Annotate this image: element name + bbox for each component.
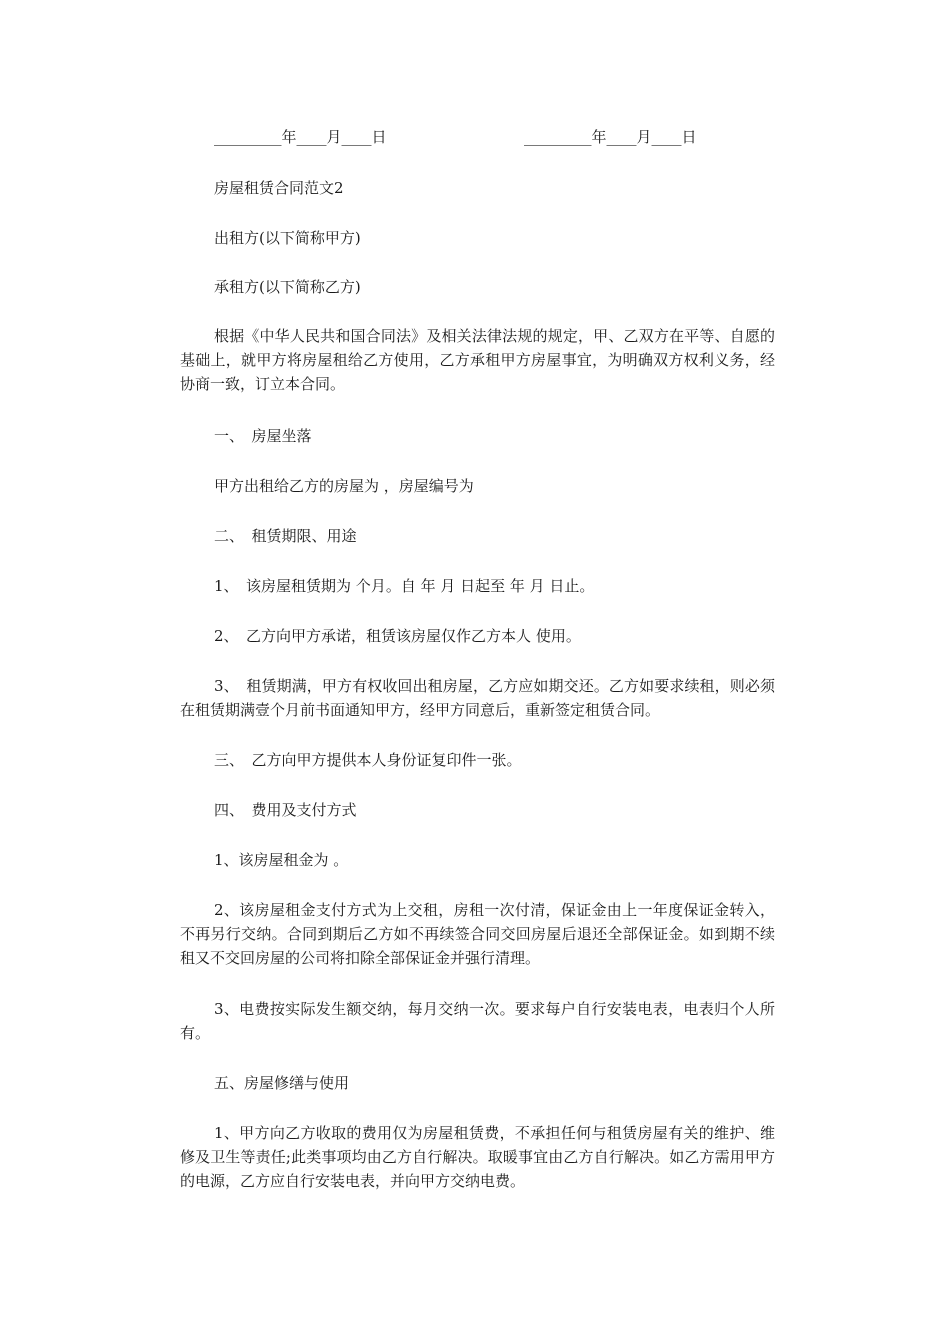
document-title: 房屋租赁合同范文2	[214, 179, 344, 197]
lessee-line: 承租方(以下简称乙方)	[214, 278, 361, 296]
signature-date-right: _________年____月____日	[524, 128, 697, 146]
section2-item3: 3、 租赁期满，甲方有权收回出租房屋，乙方应如期交还。乙方如要求续租，则必须在租赁期满壹个月前书面通知甲方，经甲方同意后，重新签定租赁合同。	[180, 677, 775, 719]
section2-item2: 2、 乙方向甲方承诺，租赁该房屋仅作乙方本人 使用。	[214, 627, 581, 645]
signature-date-left: _________年____月____日	[214, 128, 387, 146]
preamble-paragraph: 根据《中华人民共和国合同法》及相关法律法规的规定，甲、乙双方在平等、自愿的基础上，就甲方将房屋租给乙方使用，乙方承租甲方房屋事宜，为明确双方权利义务，经协商一致，订立本合同。	[180, 327, 775, 393]
section5-heading: 五、房屋修缮与使用	[214, 1074, 350, 1092]
lessor-line: 出租方(以下简称甲方)	[214, 229, 361, 247]
section2-heading: 二、 租赁期限、用途	[214, 527, 357, 545]
section2-item1: 1、 该房屋租赁期为 个月。自 年 月 日起至 年 月 日止。	[214, 577, 595, 595]
section4-item2: 2、该房屋租金支付方式为上交租，房租一次付清，保证金由上一年度保证金转入，不再另行交纳。合同到期后乙方如不再续签合同交回房屋后退还全部保证金。如到期不续租又不交回房屋的公司将扣除全部保证金并强行清理。	[180, 901, 775, 967]
section3-heading: 三、 乙方向甲方提供本人身份证复印件一张。	[214, 751, 522, 769]
section4-heading: 四、 费用及支付方式	[214, 801, 357, 819]
section1-text: 甲方出租给乙方的房屋为 ，房屋编号为	[214, 477, 474, 495]
section4-item3: 3、电费按实际发生额交纳，每月交纳一次。要求每户自行安装电表，电表归个人所有。	[180, 1000, 775, 1042]
section1-heading: 一、 房屋坐落	[214, 427, 312, 445]
section4-item1: 1、该房屋租金为 。	[214, 851, 349, 869]
section5-item1: 1、甲方向乙方收取的费用仅为房屋租赁费，不承担任何与租赁房屋有关的维护、维修及卫生等责任;此类事项均由乙方自行解决。取暖事宜由乙方自行解决。如乙方需用甲方的电源，乙方应自行安装电表，并向甲方交纳电费。	[180, 1124, 775, 1190]
